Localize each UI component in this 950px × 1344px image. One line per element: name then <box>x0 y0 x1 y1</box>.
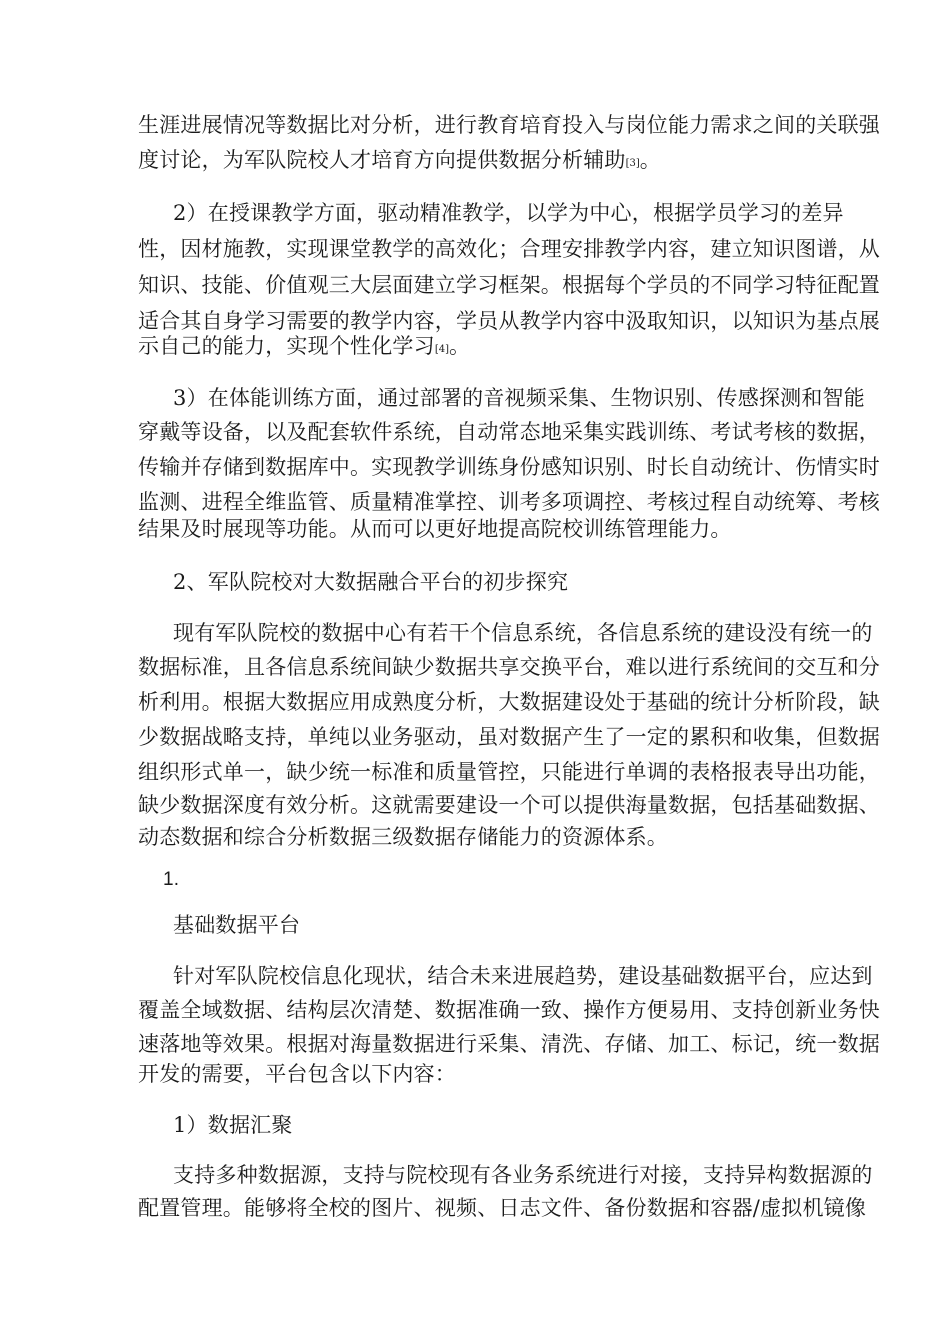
paragraph-line: 组织形式单一，缺少统一标准和质量管控，只能进行单调的表格报表导出功能， <box>138 760 880 784</box>
paragraph-line: 示自己的能力，实现个性化学习[4]。 <box>138 334 471 358</box>
paragraph-line: 配置管理。能够将全校的图片、视频、日志文件、备份数据和容器/虚拟机镜像 <box>138 1196 867 1220</box>
citation-marker: [4] <box>434 344 449 355</box>
paragraph-line: 2）在授课教学方面，驱动精准教学，以学为中心，根据学员学习的差异 <box>173 201 844 225</box>
paragraph-line: 生涯进展情况等数据比对分析，进行教育培育投入与岗位能力需求之间的关联强 <box>138 113 880 137</box>
paragraph-line: 穿戴等设备，以及配套软件系统，自动常态地采集实践训练、考试考核的数据， <box>138 420 880 444</box>
list-number: 1. <box>163 869 180 890</box>
citation-marker: [3] <box>625 158 640 169</box>
section-heading: 2、军队院校对大数据融合平台的初步探究 <box>173 570 569 594</box>
paragraph-line: 现有军队院校的数据中心有若干个信息系统，各信息系统的建设没有统一的 <box>173 621 873 645</box>
item-heading: 1）数据汇聚 <box>173 1113 293 1137</box>
paragraph-line: 性，因材施教，实现课堂教学的高效化；合理安排教学内容，建立知识图谱，从 <box>138 237 880 261</box>
paragraph-line: 缺少数据深度有效分析。这就需要建设一个可以提供海量数据，包括基础数据、 <box>138 793 880 817</box>
paragraph-line: 覆盖全域数据、结构层次清楚、数据准确一致、操作方便易用、支持创新业务快 <box>138 998 880 1022</box>
paragraph-line: 支持多种数据源，支持与院校现有各业务系统进行对接，支持异构数据源的 <box>173 1163 873 1187</box>
paragraph-line: 适合其自身学习需要的教学内容，学员从教学内容中汲取知识，以知识为基点展 <box>138 309 880 333</box>
paragraph-line: 度讨论，为军队院校人才培育方向提供数据分析辅助[3]。 <box>138 148 661 172</box>
paragraph-line: 针对军队院校信息化现状，结合未来进展趋势，建设基础数据平台，应达到 <box>173 964 873 988</box>
paragraph-line: 开发的需要，平台包含以下内容： <box>138 1062 456 1086</box>
paragraph-line: 数据标准，且各信息系统间缺少数据共享交换平台，难以进行系统间的交互和分 <box>138 655 880 679</box>
paragraph-line: 3）在体能训练方面，通过部署的音视频采集、生物识别、传感探测和智能 <box>173 386 865 410</box>
paragraph-line: 结果及时展现等功能。从而可以更好地提高院校训练管理能力。 <box>138 517 732 541</box>
paragraph-line: 少数据战略支持，单纯以业务驱动，虽对数据产生了一定的累积和收集，但数据 <box>138 725 880 749</box>
subsection-heading: 基础数据平台 <box>173 913 301 937</box>
paragraph-line: 动态数据和综合分析数据三级数据存储能力的资源体系。 <box>138 825 668 849</box>
paragraph-line: 传输并存储到数据库中。实现教学训练身份感知识别、时长自动统计、伤情实时 <box>138 455 880 479</box>
paragraph-line: 析利用。根据大数据应用成熟度分析，大数据建设处于基础的统计分析阶段，缺 <box>138 690 880 714</box>
paragraph-line: 速落地等效果。根据对海量数据进行采集、清洗、存储、加工、标记，统一数据 <box>138 1032 880 1056</box>
paragraph-line: 知识、技能、价值观三大层面建立学习框架。根据每个学员的不同学习特征配置 <box>138 273 880 297</box>
paragraph-line: 监测、进程全维监管、质量精准掌控、训考多项调控、考核过程自动统筹、考核 <box>138 490 880 514</box>
